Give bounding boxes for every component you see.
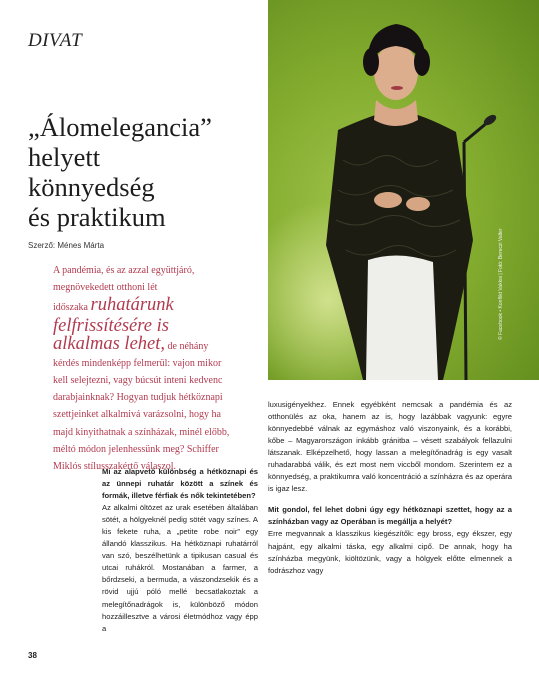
author-byline: Szerző: Ménes Márta: [28, 241, 105, 250]
section-label: DIVAT: [28, 30, 83, 51]
paragraph-gap: [268, 495, 512, 504]
article-title: [28, 112, 263, 232]
title-line: és praktikum: [28, 202, 166, 232]
page-number: 38: [28, 651, 37, 660]
lead-text: de néhány: [167, 340, 209, 352]
interview-question: Mit gondol, fel lehet dobni úgy egy hétköznapi szettet, hogy az a színházban vagy az Operában is megállja a helyét?: [268, 505, 512, 527]
interview-answer: Az alkalmi öltözet az urak esetében általában sötét, a hölgyeknél pedig sötét vagy színes. A kis fekete ruha, a „petite robe noir” egy állandó klasszikus. Ha hétköznapi ruhatárról van szó, beszélhetünk a tipikusan casual és utcai ruhákról. Mostanában a farmer, a bőrdzseki, a bermuda, a vászondzsekik és a rövid ujjú póló mellé becsatlakoztak a melegítőnadrágok is, különböző módon hozzáillesztve a városi életmódhoz vagy épp a: [102, 503, 258, 633]
body-column-2: [268, 399, 512, 577]
lead-paragraph: [53, 262, 269, 475]
lead-line: kell selejtezni, vagy búcsút inteni kedvenc: [53, 375, 223, 387]
lead-line: [53, 296, 269, 316]
lead-line: méltó módon jelenhessünk meg? Schiffer: [53, 443, 219, 455]
lead-highlight: ruhatárunk: [90, 295, 174, 316]
interview-answer: Erre megvannak a klasszikus kiegészítők: egy bross, egy ékszer, egy hajpánt, egy alkalmi táska, egy alkalmi cipő. De annak, hogy ha színházba megyünk, kiöltözünk, vagy a hölgyek előtte elmennek a fodrászhoz vagy: [268, 529, 512, 575]
title-line: helyett: [28, 142, 101, 172]
lead-line: megnövekedett otthoni lét: [53, 282, 158, 294]
lead-line: [53, 335, 269, 355]
lead-text: időszaka: [53, 302, 88, 314]
lead-line: szettjeinket alkalmivá varázsolni, hogy ha: [53, 409, 221, 421]
interview-question: Mi az alapvető különbség a hétköznapi és az ünnepi ruhatár között a színek és formák, illetve férfiak és nők tekintetében?: [102, 467, 258, 501]
lead-highlight: felfrissítésére is: [53, 315, 169, 336]
lead-line: kérdés mindenképp felmerül: vajon mikor: [53, 357, 222, 369]
lead-line: A pandémia, és az azzal együttjáró,: [53, 265, 195, 276]
lead-line: darabjainknak? Hogyan tudjuk hétköznapi: [53, 392, 223, 404]
lead-highlight: alkalmas lehet,: [53, 333, 166, 354]
photo-credit: © Facebook • Konflikt Vakkoi | Fotó: Bereczi Valter: [498, 228, 504, 340]
lead-line: Miklós stílusszakértő válaszol.: [53, 461, 177, 473]
interview-answer: luxusigényekhez. Ennek egyébként nemcsak a pandémia és az otthonülés az oka, hanem az is, hogy lazábbak vagyunk: egyre könnyedebbé válnak az egymáshoz való viszonyaink, és a korábbi, kőbe – Magyarországon inkább gránitba – vésett szabályok fellazulni látszanak. Elképzelhető, hogy lassan a melegítőnadrág is egy vasalt ruhadarabbá válik, és ezt most nem viccből mondom. Szerintem ez a könnyedség, a praktikumra való koncentráció a színházra és az operára is igaz lesz.: [268, 400, 512, 494]
body-column-1: [102, 466, 258, 635]
title-line: könnyedség: [28, 172, 155, 202]
title-line: „Álomelegancia”: [28, 112, 212, 142]
lead-line: majd kinyithatnak a színházak, minél előbb,: [53, 426, 230, 438]
